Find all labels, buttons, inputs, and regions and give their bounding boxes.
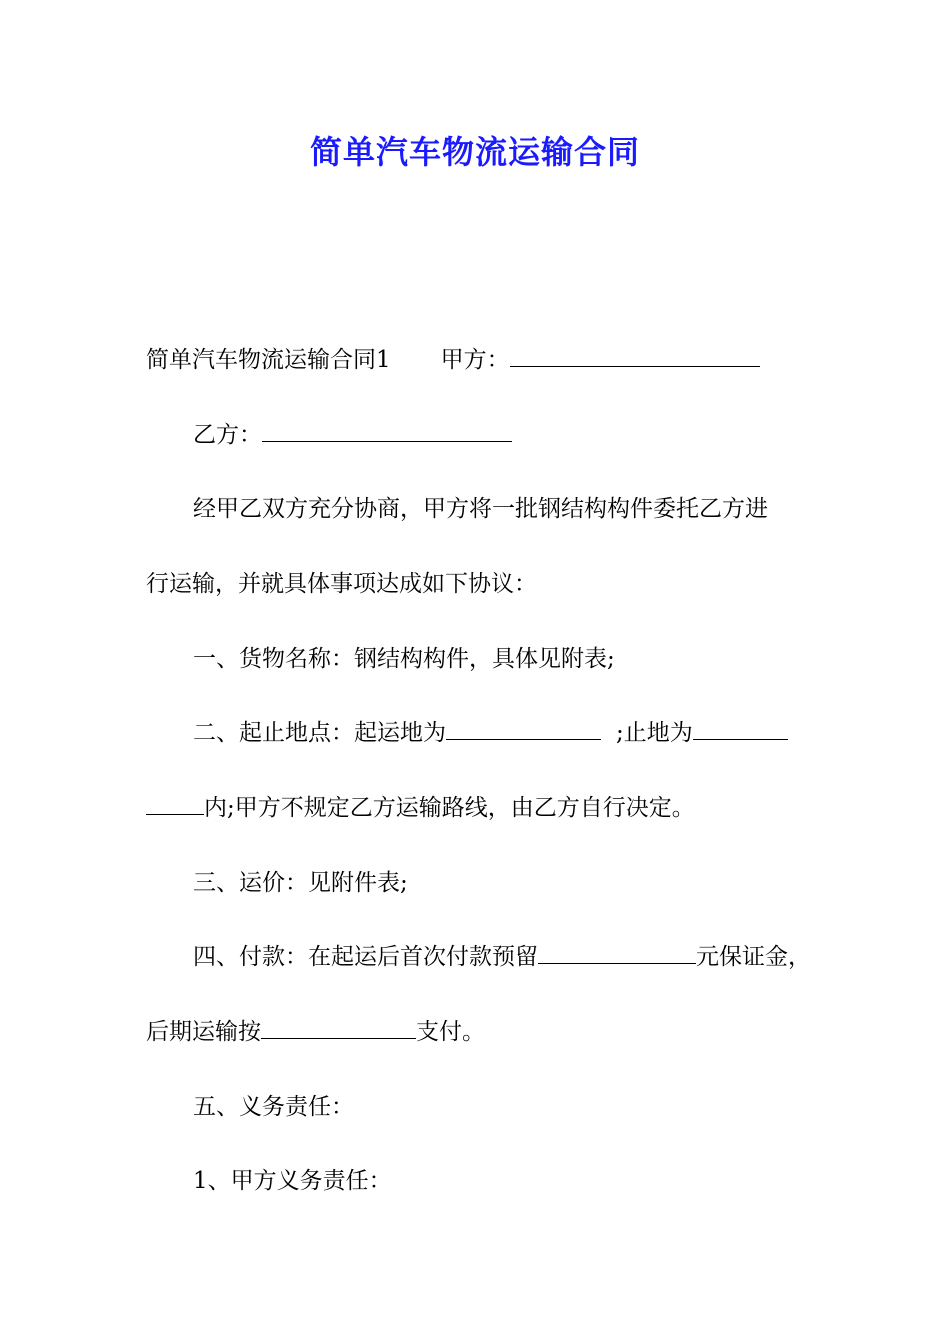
item-4-payment-label: 四、付款：在起运后首次付款预留: [193, 944, 538, 970]
item-2-origin-label: 二、起止地点：起运地为: [193, 720, 446, 746]
item-4-later-label: 后期运输按: [146, 1019, 261, 1045]
item-4-deposit-text: 元保证金，: [696, 944, 811, 970]
deposit-amount-blank: [538, 941, 696, 964]
party-b-blank: [262, 419, 512, 442]
party-a-blank: [510, 344, 760, 367]
item-4-payment-line-2: [146, 1015, 485, 1049]
item-2-locations-line-1: [193, 716, 788, 750]
item-4-pay-text: 支付。: [416, 1019, 485, 1045]
document-title: 简单汽车物流运输合同: [309, 133, 640, 171]
later-payment-blank: [261, 1016, 416, 1039]
destination-blank-continued: [146, 792, 204, 815]
item-2-locations-line-2: [146, 791, 695, 825]
intro-paragraph-line-2: 行运输，并就具体事项达成如下协议：: [146, 571, 537, 597]
intro-paragraph-line-1: 经甲乙双方充分协商，甲方将一批钢结构构件委托乙方进: [193, 496, 768, 522]
party-a-label: 甲方：: [440, 347, 510, 373]
item-3-freight-rate: 三、运价：见附件表;: [193, 870, 408, 896]
origin-blank: [446, 717, 601, 740]
item-4-payment-line-1: [193, 940, 811, 974]
item-5-1-party-a-obligations: 1、甲方义务责任：: [193, 1168, 392, 1194]
item-2-route-text: 内;甲方不规定乙方运输路线，由乙方自行决定。: [204, 795, 695, 821]
party-b-line: [193, 418, 512, 452]
item-1-goods-name: 一、货物名称：钢结构构件，具体见附表;: [193, 646, 615, 672]
party-b-label: 乙方：: [193, 422, 262, 448]
destination-blank: [693, 717, 788, 740]
item-5-obligations: 五、义务责任：: [193, 1094, 354, 1120]
item-2-destination-label: ;止地为: [616, 720, 693, 746]
contract-heading-line: [146, 343, 760, 377]
contract-heading-label: 简单汽车物流运输合同1: [146, 347, 391, 373]
